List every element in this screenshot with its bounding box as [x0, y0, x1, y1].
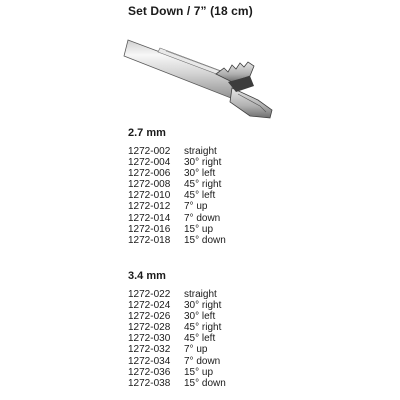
list-item [128, 356, 226, 367]
list-item [128, 190, 226, 201]
part-number: 1272-002 [128, 146, 171, 157]
part-description: 7° down [184, 212, 221, 224]
part-number: 1272-018 [128, 234, 171, 246]
list-item [128, 322, 226, 333]
list-item [128, 157, 226, 168]
part-number: 1272-030 [128, 333, 171, 345]
list-item [128, 300, 226, 311]
part-description: 7° up [184, 201, 208, 213]
part-number: 1272-004 [128, 157, 171, 169]
list-item [128, 224, 226, 235]
part-number: 1272-010 [128, 190, 171, 202]
part-description: 7° up [184, 344, 208, 356]
list-item [128, 168, 226, 179]
list-item [128, 311, 226, 322]
page-title: Set Down / 7” (18 cm) [128, 4, 253, 18]
part-number: 1272-026 [128, 311, 171, 323]
rongeur-instrument-tip-illustration [120, 32, 280, 132]
part-number: 1272-038 [128, 377, 171, 389]
part-description: 45° left [184, 190, 216, 202]
list-item [128, 213, 226, 224]
part-description: 15° down [184, 377, 226, 389]
list-item [128, 235, 226, 246]
part-number: 1272-022 [128, 289, 171, 300]
catalog-list-3-4mm [128, 289, 226, 389]
list-item [128, 146, 226, 157]
part-number: 1272-036 [128, 366, 171, 378]
part-description: 15° down [184, 234, 226, 246]
list-item [128, 289, 226, 300]
list-item [128, 378, 226, 389]
section-size-heading: 2.7 mm [128, 127, 166, 139]
part-number: 1272-012 [128, 201, 171, 213]
part-number: 1272-028 [128, 322, 171, 334]
section-size-heading: 3.4 mm [128, 270, 166, 282]
list-item [128, 344, 226, 355]
part-description: straight [184, 289, 217, 300]
list-item [128, 201, 226, 212]
list-item [128, 179, 226, 190]
part-description: 30° right [184, 157, 222, 169]
part-description: 45° left [184, 333, 216, 345]
part-number: 1272-034 [128, 355, 171, 367]
part-description: 30° right [184, 300, 222, 312]
part-number: 1272-024 [128, 300, 171, 312]
part-number: 1272-006 [128, 168, 171, 180]
part-description: 30° left [184, 168, 216, 180]
part-description: straight [184, 146, 217, 157]
list-item [128, 333, 226, 344]
part-number: 1272-014 [128, 212, 171, 224]
part-number: 1272-016 [128, 223, 171, 235]
list-item [128, 367, 226, 378]
part-description: 45° right [184, 322, 222, 334]
part-number: 1272-008 [128, 179, 171, 191]
part-description: 15° up [184, 366, 214, 378]
part-description: 30° left [184, 311, 216, 323]
catalog-list-2-7mm [128, 146, 226, 246]
part-description: 7° down [184, 355, 221, 367]
part-description: 45° right [184, 179, 222, 191]
part-number: 1272-032 [128, 344, 171, 356]
part-description: 15° up [184, 223, 214, 235]
